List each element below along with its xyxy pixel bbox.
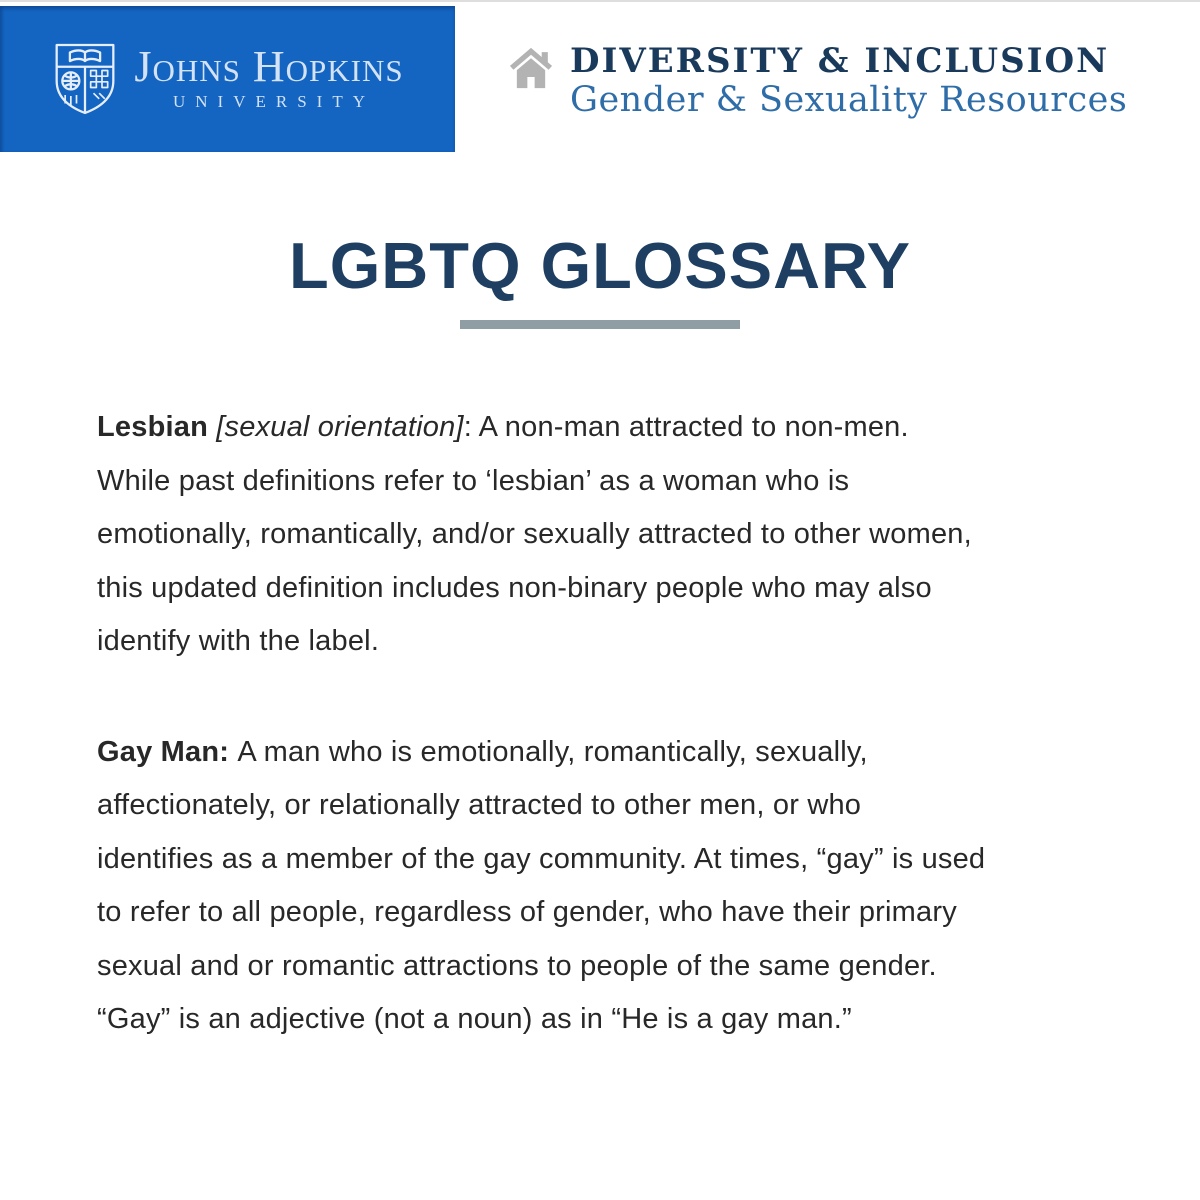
- text-line: Lesbian [sexual orientation]: A non-man attracted to non-men.: [97, 411, 909, 443]
- jhu-university-subtitle: UNIVERSITY: [173, 92, 375, 111]
- text-line: affectionately, or relationally attracted to other men, or who: [97, 789, 862, 821]
- jhu-logo-box: [0, 6, 455, 152]
- page-title: LGBTQ GLOSSARY: [289, 229, 911, 302]
- jhu-shield-icon: [51, 40, 119, 118]
- glossary-paragraph: [97, 401, 1127, 669]
- text-line: to refer to all people, regardless of gender, who have their primary: [97, 896, 957, 928]
- text-line: identify with the label.: [97, 625, 380, 657]
- title-divider: [460, 320, 740, 329]
- jhu-wordmark: [134, 42, 404, 112]
- text-line: While past definitions refer to ‘lesbian’ as a woman who is: [97, 464, 850, 497]
- text-line: Gay Man: A man who is emotionally, romantically, sexually,: [97, 735, 868, 768]
- dept-block: [508, 42, 1127, 120]
- dept-title: DIVERSITY & INCLUSION: [570, 41, 1110, 81]
- text-line: emotionally, romantically, and/or sexually attracted to other women,: [97, 518, 972, 550]
- text-line: identifies as a member of the gay community. At times, “gay” is used: [97, 842, 986, 875]
- top-border-line: [0, 0, 1200, 2]
- dept-subtitle: Gender & Sexuality Resources: [570, 80, 1128, 120]
- text-line: “Gay” is an adjective (not a noun) as in “He is a gay man.”: [97, 1003, 852, 1035]
- glossary-paragraph: [97, 726, 1127, 1047]
- text-line: this updated definition includes non-binary people who may also: [97, 571, 932, 604]
- jhu-university-name: Johns Hopkins: [134, 42, 404, 91]
- text-line: sexual and or romantic attractions to people of the same gender.: [97, 949, 937, 982]
- dept-text: [570, 42, 1127, 120]
- home-icon: [508, 46, 554, 90]
- glossary-content: [97, 401, 1127, 1104]
